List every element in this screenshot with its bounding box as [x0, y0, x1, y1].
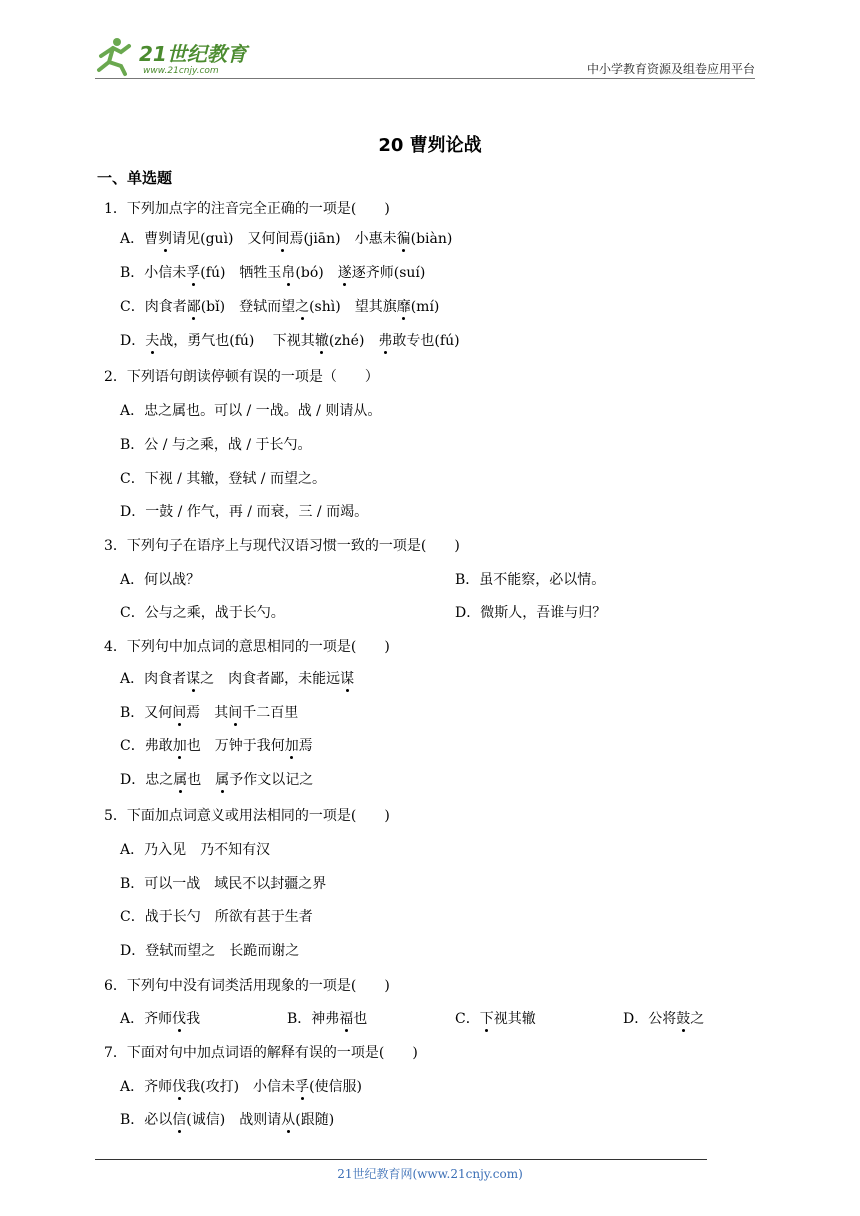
- page-header: [95, 36, 755, 80]
- q5-option-a[interactable]: A．乃入见 乃不知有汉: [120, 842, 271, 858]
- q5-option-c[interactable]: C．战于长勺 所欲有甚于生者: [120, 909, 313, 925]
- q2-option-d[interactable]: D．一鼓 / 作气，再 / 而衰，三 / 而竭。: [120, 504, 369, 520]
- header-divider: [95, 78, 755, 79]
- q4-option-a[interactable]: A．肉食者谋之 肉食者鄙，未能远谋: [120, 668, 354, 688]
- q6-option-c[interactable]: C．下视其辙: [455, 1008, 536, 1028]
- logo: [95, 36, 265, 78]
- question-5-stem: 5．下面加点词意义或用法相同的一项是( ): [104, 808, 390, 824]
- question-1-stem: 1．下列加点字的注音完全正确的一项是( ): [104, 201, 390, 217]
- question-7-stem: 7．下面对句中加点词语的解释有误的一项是( ): [104, 1045, 418, 1061]
- q7-option-a[interactable]: A．齐师伐我(攻打) 小信未孚(使信服): [120, 1076, 362, 1096]
- page-title: 20 曹刿论战: [378, 135, 482, 156]
- q2-option-a[interactable]: A．忠之属也。可以 / 一战。战 / 则请从。: [120, 403, 382, 419]
- q1-option-c[interactable]: C．肉食者鄙(bǐ) 登轼而望之(shì) 望其旗靡(mí): [120, 296, 439, 316]
- footer-divider: [95, 1159, 707, 1160]
- q6-option-b[interactable]: B．神弗福也: [287, 1008, 367, 1028]
- logo-text: 21世纪教育: [139, 42, 247, 66]
- question-4-stem: 4．下列句中加点词的意思相同的一项是( ): [104, 639, 390, 655]
- q3-option-c[interactable]: C．公与之乘，战于长勺。: [120, 605, 285, 621]
- section-heading: 一、单选题: [97, 169, 173, 187]
- q1-option-b[interactable]: B．小信未孚(fú) 牺牲玉帛(bó) 遂逐齐师(suí): [120, 262, 425, 282]
- q5-option-d[interactable]: D．登轼而望之 长跪而谢之: [120, 943, 300, 959]
- q7-option-b[interactable]: B．必以信(诚信) 战则请从(跟随): [120, 1109, 334, 1129]
- q4-option-d[interactable]: D．忠之属也 属予作文以记之: [120, 769, 313, 789]
- q4-option-b[interactable]: B．又何间焉 其间千二百里: [120, 702, 298, 722]
- q1-option-a[interactable]: A．曹刿请见(guì) 又何间焉(jiān) 小惠未徧(biàn): [120, 228, 452, 248]
- question-2-stem: 2．下列语句朗读停顿有误的一项是（ ）: [104, 369, 379, 385]
- logo-url: www.21cnjy.com: [143, 66, 219, 76]
- q2-option-b[interactable]: B．公 / 与之乘，战 / 于长勺。: [120, 437, 312, 453]
- q1-option-d[interactable]: D．夫战，勇气也(fú) 下视其辙(zhé) 弗敢专也(fú): [120, 330, 460, 350]
- q6-option-d[interactable]: D．公将鼓之: [623, 1008, 704, 1028]
- q2-option-c[interactable]: C．下视 / 其辙，登轼 / 而望之。: [120, 471, 326, 487]
- q3-option-a[interactable]: A．何以战？: [120, 572, 201, 588]
- question-6-stem: 6．下列句中没有词类活用现象的一项是( ): [104, 978, 390, 994]
- q3-option-b[interactable]: B．虽不能察，必以情。: [455, 572, 606, 588]
- footer-link[interactable]: 21世纪教育网(www.21cnjy.com): [337, 1167, 523, 1181]
- q6-option-a[interactable]: A．齐师伐我: [120, 1008, 200, 1028]
- q4-option-c[interactable]: C．弗敢加也 万钟于我何加焉: [120, 735, 313, 755]
- q5-option-b[interactable]: B．可以一战 域民不以封疆之界: [120, 876, 327, 892]
- runner-logo-icon: [95, 36, 265, 78]
- platform-name: 中小学教育资源及组卷应用平台: [586, 62, 755, 76]
- question-3-stem: 3．下列句子在语序上与现代汉语习惯一致的一项是( ): [104, 538, 460, 554]
- q3-option-d[interactable]: D．微斯人，吾谁与归？: [455, 605, 607, 621]
